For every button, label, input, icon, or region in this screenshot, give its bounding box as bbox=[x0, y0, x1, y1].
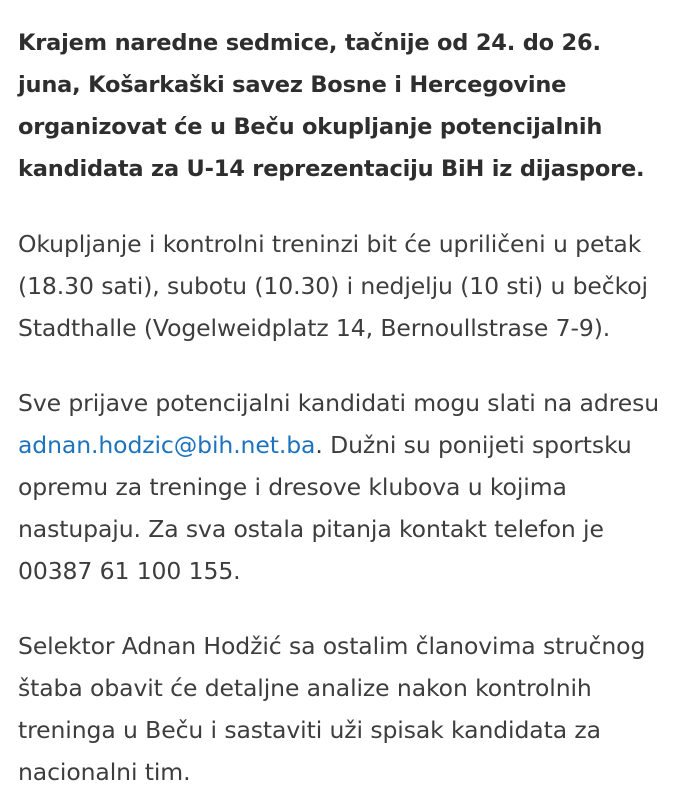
article-paragraph-schedule: Okupljanje i kontrolni treninzi bit će upriličeni u petak (18.30 sati), subotu (10.30) i nedjelju (10 sti) u bečkoj Stadthalle (Vogelweidplatz 14, Bernoullstrase 7-9). bbox=[18, 230, 648, 342]
article-paragraph-contact bbox=[18, 382, 666, 592]
contact-text-after-email: . Dužni su ponijeti sportsku opremu za treninge i dresove klubova u kojima nastupaju. Za sva ostala pitanja kontakt telefon je 00387 61 100 155. bbox=[18, 431, 632, 585]
article-paragraph-selector: Selektor Adnan Hodžić sa ostalim članovima stručnog štaba obavit će detaljne analize nakon kontrolnih treninga u Beču i sastaviti uži spisak kandidata za nacionalni tim. bbox=[18, 632, 646, 786]
article-lead: Krajem naredne sedmice, tačnije od 24. do 26. juna, Košarkaški savez Bosne i Hercegovine organizovat će u Beču okupljanje potencijalnih kandidata za U-14 reprezentaciju BiH iz dijaspore. bbox=[18, 30, 645, 182]
contact-text-before-email: Sve prijave potencijalni kandidati mogu slati na adresu bbox=[18, 389, 660, 417]
email-link[interactable]: adnan.hodzic@bih.net.ba bbox=[18, 431, 316, 459]
